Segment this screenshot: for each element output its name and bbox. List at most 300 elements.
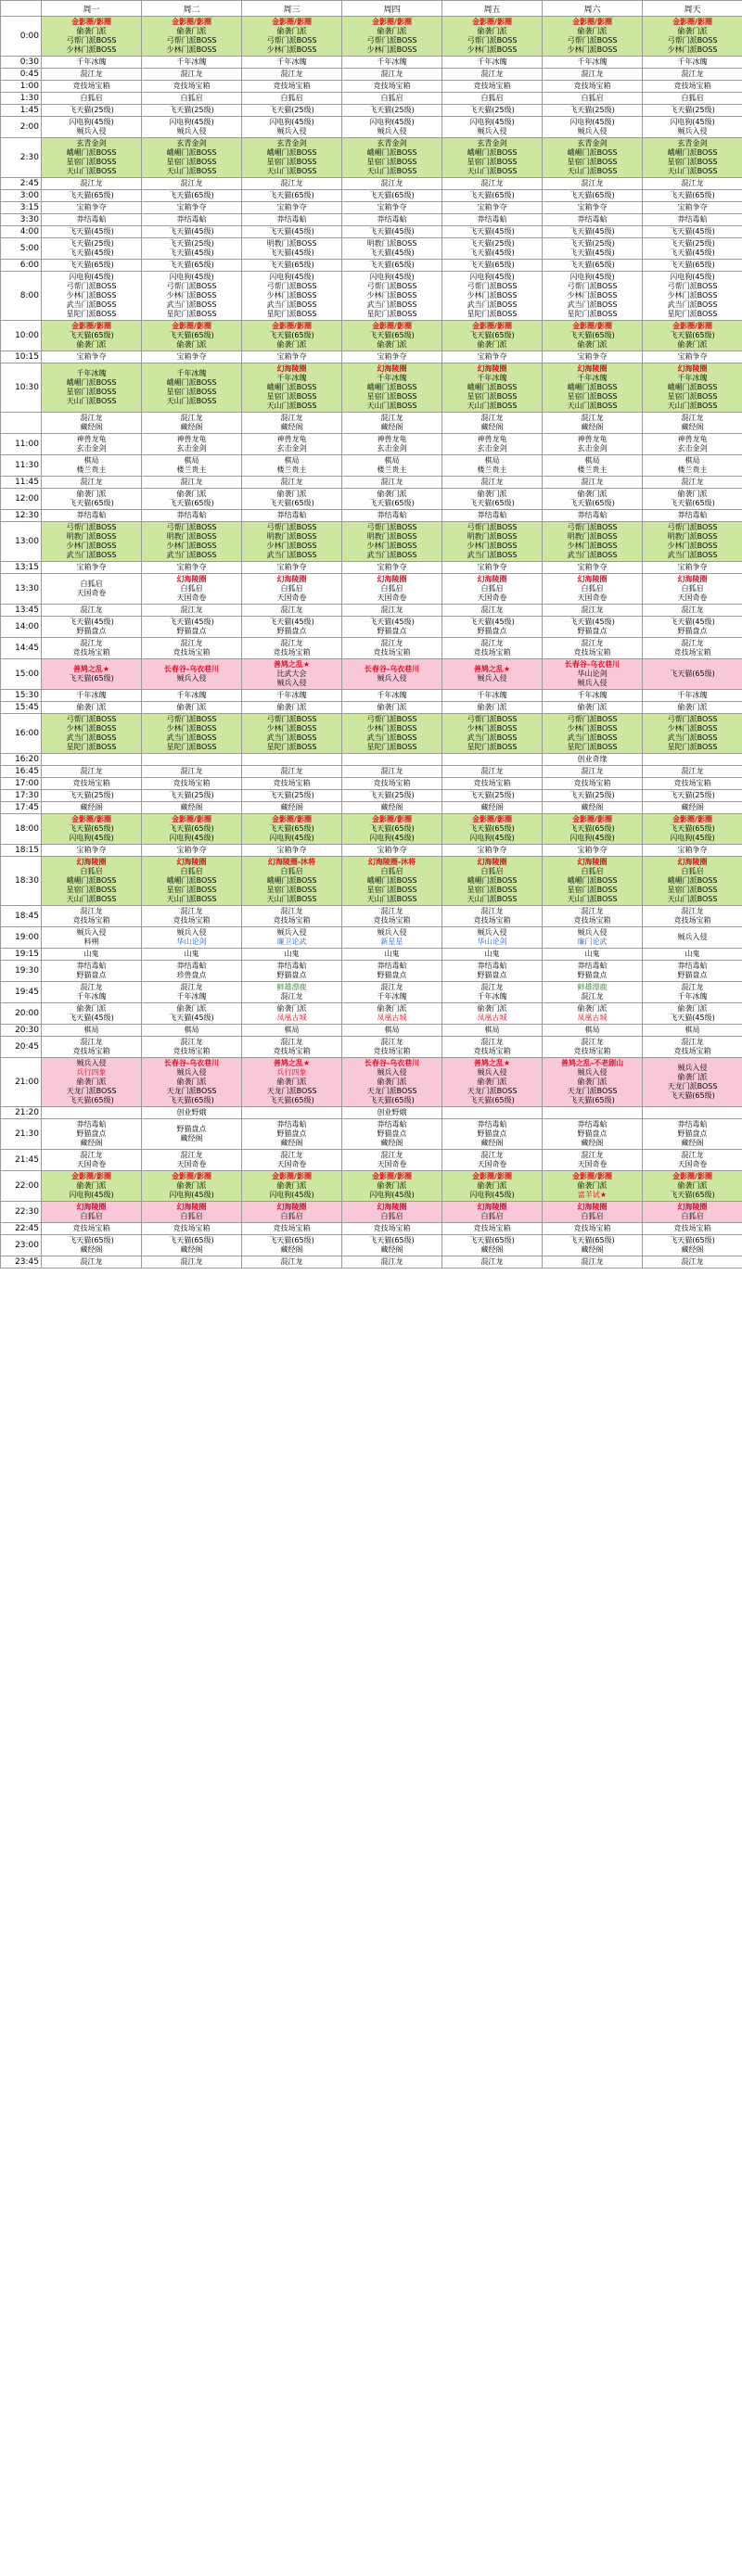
event-cell bbox=[242, 17, 342, 57]
event-entry: 宝箱争夺 bbox=[677, 563, 708, 571]
event-cell bbox=[42, 802, 142, 814]
event-entry: 野猫盘点 bbox=[477, 1129, 507, 1138]
event-cell bbox=[442, 802, 543, 814]
event-entry: 藏经阁 bbox=[581, 423, 604, 431]
event-cell bbox=[242, 93, 342, 105]
event-cell bbox=[342, 178, 442, 190]
event-cell bbox=[442, 93, 543, 105]
time-label: 19:15 bbox=[1, 949, 42, 961]
event-entry: 贼兵入侵 bbox=[176, 127, 207, 135]
event-entry: 莽结毒蛤 bbox=[477, 215, 507, 223]
event-entry: 偷袭门派 bbox=[176, 490, 207, 498]
event-cell bbox=[442, 754, 543, 766]
event-entry: 野猫盘点 bbox=[477, 627, 507, 635]
event-entry: 飞天猫(65级) bbox=[169, 331, 214, 339]
event-entry: 山鬼 bbox=[384, 950, 400, 958]
event-entry: 飞天猫(65级) bbox=[670, 499, 715, 507]
time-label: 0:00 bbox=[1, 17, 42, 57]
event-entry: 莽结毒蛤 bbox=[677, 962, 708, 970]
event-entry: 贼兵入侵 bbox=[477, 1068, 507, 1077]
event-entry: 幻海陵圈 bbox=[477, 575, 507, 583]
event-entry: 飞天猫(65级) bbox=[670, 261, 715, 269]
event-entry: 飞天猫(65级) bbox=[670, 191, 715, 199]
event-cell bbox=[242, 690, 342, 702]
event-cell bbox=[42, 178, 142, 190]
event-cell bbox=[242, 778, 342, 790]
event-entry: 峨嵋门派BOSS bbox=[266, 148, 317, 157]
event-cell bbox=[242, 1202, 342, 1223]
event-entry: 少林门派BOSS bbox=[66, 291, 117, 300]
schedule-table bbox=[0, 0, 742, 1269]
event-cell bbox=[242, 906, 342, 927]
event-entry: 宝箱争夺 bbox=[577, 846, 608, 854]
event-entry: 玄青金剑 bbox=[477, 139, 507, 147]
event-entry: 竞技场宝箱 bbox=[673, 779, 711, 787]
event-entry: 藏经阁 bbox=[80, 803, 103, 811]
schedule-row bbox=[1, 178, 742, 190]
event-cell bbox=[543, 272, 643, 321]
event-entry: 凤凰古城 bbox=[477, 1014, 507, 1022]
event-cell bbox=[242, 982, 342, 1003]
time-label: 10:00 bbox=[1, 321, 42, 351]
event-entry: 混江龙 bbox=[480, 767, 504, 775]
event-entry: 金影圈/影圈 bbox=[272, 1172, 312, 1180]
event-entry: 少林门派BOSS bbox=[266, 45, 317, 54]
event-cell bbox=[342, 949, 442, 961]
event-entry: 弓帮门派BOSS bbox=[166, 523, 217, 531]
event-cell bbox=[42, 754, 142, 766]
event-entry: 闪电狗(45级) bbox=[69, 118, 114, 126]
event-cell bbox=[242, 434, 342, 455]
event-cell bbox=[442, 138, 543, 178]
event-cell bbox=[442, 961, 543, 982]
event-entry: 飞天猫(65级) bbox=[569, 191, 615, 199]
event-entry: 飞天猫(45级) bbox=[169, 249, 214, 257]
event-cell bbox=[643, 138, 742, 178]
schedule-row bbox=[1, 69, 742, 81]
event-entry: 贼兵入侵 bbox=[377, 1068, 407, 1077]
event-entry: 野猫盘点 bbox=[377, 971, 407, 979]
schedule-row bbox=[1, 363, 742, 413]
day-header-1: 周一 bbox=[42, 1, 142, 17]
schedule-row bbox=[1, 982, 742, 1003]
event-entry: 千年冰魄 bbox=[477, 57, 507, 66]
event-entry: 少林门派BOSS bbox=[266, 724, 317, 733]
event-cell bbox=[543, 1256, 643, 1269]
event-cell bbox=[442, 949, 543, 961]
event-entry: 长春谷-乌衣巷川 bbox=[564, 660, 620, 669]
event-entry: 藏经阁 bbox=[581, 1245, 604, 1254]
time-label: 10:30 bbox=[1, 363, 42, 413]
event-entry: 飞天猫(65级) bbox=[369, 331, 415, 339]
event-cell bbox=[643, 1119, 742, 1150]
day-header-3: 周三 bbox=[242, 1, 342, 17]
event-cell bbox=[543, 845, 643, 857]
event-entry: 飞天猫(65级) bbox=[69, 191, 114, 199]
event-entry: 偷袭门派 bbox=[377, 1181, 407, 1190]
event-entry: 竞技场宝箱 bbox=[473, 1224, 511, 1232]
event-entry: 白狐启 bbox=[480, 867, 504, 875]
event-cell bbox=[142, 1256, 242, 1269]
event-cell bbox=[643, 413, 742, 434]
event-cell bbox=[342, 138, 442, 178]
day-header-6: 周六 bbox=[543, 1, 643, 17]
event-cell bbox=[242, 272, 342, 321]
event-entry: 白狐启 bbox=[280, 94, 303, 102]
schedule-row bbox=[1, 574, 742, 605]
event-entry: 白狐启 bbox=[280, 1212, 303, 1220]
event-cell bbox=[643, 202, 742, 214]
event-entry: 飞天猫(65级) bbox=[69, 824, 114, 833]
event-entry: 飞天猫(65级) bbox=[169, 261, 214, 269]
event-entry: 混江龙 bbox=[280, 606, 303, 614]
event-entry: 星陀门派BOSS bbox=[467, 310, 518, 318]
event-entry: 天国奇卷 bbox=[577, 593, 608, 602]
event-cell bbox=[543, 1107, 643, 1119]
event-entry: 千年冰魄 bbox=[577, 374, 608, 382]
event-entry: 星宿门派BOSS bbox=[66, 158, 117, 166]
event-entry: 金影圈/影圈 bbox=[172, 18, 211, 26]
event-entry: 混江龙 bbox=[681, 70, 704, 78]
event-entry: 混江龙 bbox=[581, 639, 604, 647]
event-entry: 廉门论武 bbox=[577, 937, 608, 946]
event-entry: 莽结毒蛤 bbox=[176, 511, 207, 519]
event-cell bbox=[543, 477, 643, 489]
event-entry: 莽结毒蛤 bbox=[677, 1120, 708, 1129]
event-cell bbox=[142, 238, 242, 260]
event-cell bbox=[442, 202, 543, 214]
schedule-row bbox=[1, 214, 742, 226]
event-cell bbox=[42, 1025, 142, 1037]
event-cell bbox=[42, 857, 142, 906]
event-entry: 千年冰魄 bbox=[577, 691, 608, 699]
event-cell bbox=[42, 434, 142, 455]
event-entry: 混江龙 bbox=[180, 414, 203, 422]
event-entry: 闪电狗(45级) bbox=[169, 273, 214, 281]
event-entry: 幻海陵圈 bbox=[377, 364, 407, 373]
event-cell bbox=[142, 638, 242, 659]
event-entry: 藏经阁 bbox=[180, 1134, 203, 1142]
event-cell bbox=[643, 321, 742, 351]
event-entry: 明教门派BOSS bbox=[366, 532, 417, 541]
event-entry: 藏经阁 bbox=[380, 423, 403, 431]
event-entry: 千年冰魄 bbox=[377, 992, 407, 1001]
event-entry: 弓帮门派BOSS bbox=[366, 36, 417, 45]
event-cell bbox=[643, 790, 742, 802]
event-entry: 贼兵入侵 bbox=[577, 127, 608, 135]
event-cell bbox=[42, 778, 142, 790]
event-entry: 飞天猫(65级) bbox=[469, 499, 515, 507]
schedule-row bbox=[1, 1171, 742, 1202]
time-label: 1:30 bbox=[1, 93, 42, 105]
event-entry: 莽结毒蛤 bbox=[577, 1120, 608, 1129]
event-entry: 金影圈/影圈 bbox=[71, 1172, 111, 1180]
event-entry: 混江龙 bbox=[280, 1038, 303, 1046]
schedule-row bbox=[1, 138, 742, 178]
event-entry: 玄青金剑 bbox=[76, 139, 107, 147]
event-cell bbox=[643, 238, 742, 260]
event-cell bbox=[142, 81, 242, 93]
event-cell bbox=[643, 81, 742, 93]
event-entry: 飞天猫(45级) bbox=[670, 618, 715, 626]
event-entry: 珍兽盘点 bbox=[176, 971, 207, 979]
event-entry: 白狐启 bbox=[581, 584, 604, 593]
event-entry: 峨嵋门派BOSS bbox=[667, 876, 718, 885]
event-entry: 天龙门派BOSS bbox=[366, 1087, 417, 1095]
time-label: 21:00 bbox=[1, 1058, 42, 1107]
event-entry: 偷袭门派 bbox=[677, 703, 708, 711]
event-cell bbox=[342, 754, 442, 766]
event-cell bbox=[342, 1256, 442, 1269]
schedule-row bbox=[1, 778, 742, 790]
event-entry: 飞天猫(65级) bbox=[670, 1236, 715, 1244]
event-entry: 少林门派BOSS bbox=[66, 45, 117, 54]
event-entry: 飞天猫(25级) bbox=[169, 239, 214, 248]
event-cell bbox=[42, 982, 142, 1003]
event-entry: 弓帮门派BOSS bbox=[166, 36, 217, 45]
event-cell bbox=[142, 260, 242, 272]
event-cell bbox=[342, 638, 442, 659]
event-entry: 混江龙 bbox=[480, 907, 504, 915]
event-entry: 天山门派BOSS bbox=[266, 167, 317, 175]
event-entry: 峨嵋门派BOSS bbox=[166, 378, 217, 387]
event-entry: 竞技场宝箱 bbox=[373, 1047, 411, 1055]
event-cell bbox=[342, 69, 442, 81]
event-cell bbox=[42, 702, 142, 714]
event-entry: 飞天猫(45级) bbox=[69, 227, 114, 236]
event-cell bbox=[42, 1202, 142, 1223]
event-entry: 幻海陵圈 bbox=[677, 1203, 708, 1211]
event-entry: 少林门派BOSS bbox=[266, 291, 317, 300]
event-cell bbox=[142, 1119, 242, 1150]
event-entry: 明教门派BOSS bbox=[266, 239, 317, 248]
event-entry: 偷袭门派 bbox=[477, 703, 507, 711]
event-entry: 偷袭门派 bbox=[377, 340, 407, 349]
time-label: 17:45 bbox=[1, 802, 42, 814]
event-entry: 偷袭门派 bbox=[76, 490, 107, 498]
event-entry: 飞天猫(25级) bbox=[569, 106, 615, 114]
event-cell bbox=[142, 69, 242, 81]
event-entry: 千年冰魄 bbox=[176, 369, 207, 377]
event-cell bbox=[543, 93, 643, 105]
event-entry: 竞技场宝箱 bbox=[373, 779, 411, 787]
event-cell bbox=[42, 226, 142, 238]
event-entry: 白狐启 bbox=[280, 584, 303, 593]
event-entry: 千年冰魄 bbox=[377, 57, 407, 66]
event-entry: 弓帮门派BOSS bbox=[66, 715, 117, 723]
event-cell bbox=[543, 363, 643, 413]
event-cell bbox=[142, 906, 242, 927]
time-label: 17:30 bbox=[1, 790, 42, 802]
event-entry: 金影圈/影圈 bbox=[572, 815, 612, 823]
schedule-row bbox=[1, 238, 742, 260]
event-entry: 玄击金剑 bbox=[577, 444, 608, 453]
time-label: 1:00 bbox=[1, 81, 42, 93]
event-entry: 藏经阁 bbox=[681, 1139, 704, 1147]
event-entry: 峨嵋门派BOSS bbox=[667, 148, 718, 157]
table-body bbox=[1, 17, 742, 1269]
schedule-row bbox=[1, 1150, 742, 1171]
schedule-row bbox=[1, 510, 742, 522]
event-entry: 少林门派BOSS bbox=[467, 724, 518, 733]
event-entry: 千年冰魄 bbox=[276, 374, 307, 382]
event-cell bbox=[42, 260, 142, 272]
event-cell bbox=[42, 814, 142, 845]
event-entry: 偷袭门派 bbox=[176, 703, 207, 711]
event-entry: 野猫盘点 bbox=[276, 971, 307, 979]
event-cell bbox=[342, 260, 442, 272]
event-cell bbox=[342, 510, 442, 522]
schedule-row bbox=[1, 1058, 742, 1107]
event-entry: 闪电狗(45级) bbox=[169, 118, 214, 126]
event-cell bbox=[242, 455, 342, 477]
time-label: 21:30 bbox=[1, 1119, 42, 1150]
time-label: 17:00 bbox=[1, 778, 42, 790]
event-entry: 神兽龙龟 bbox=[176, 435, 207, 443]
event-cell bbox=[342, 477, 442, 489]
event-entry: 宝箱争夺 bbox=[176, 846, 207, 854]
event-entry: 宝箱争夺 bbox=[377, 352, 407, 361]
event-entry: 飞天猫(65级) bbox=[369, 824, 415, 833]
event-entry: 竞技场宝箱 bbox=[673, 1224, 711, 1232]
event-entry: 藏经阁 bbox=[681, 423, 704, 431]
event-entry: 飞天猫(45级) bbox=[670, 249, 715, 257]
event-cell bbox=[442, 522, 543, 562]
event-entry: 金影圈/影圈 bbox=[272, 322, 312, 330]
event-cell bbox=[142, 1235, 242, 1256]
event-entry: 飞天猫(65级) bbox=[269, 1236, 314, 1244]
event-cell bbox=[643, 105, 742, 117]
event-entry: 天国奇卷 bbox=[176, 1160, 207, 1168]
event-entry: 明教门派BOSS bbox=[366, 239, 417, 248]
event-entry: 飞天猫(45级) bbox=[69, 618, 114, 626]
event-entry: 飞天猫(25级) bbox=[469, 791, 515, 799]
time-label: 3:00 bbox=[1, 190, 42, 202]
event-cell bbox=[142, 982, 242, 1003]
event-entry: 天山门派BOSS bbox=[266, 895, 317, 903]
event-entry: 飞天猫(45级) bbox=[169, 227, 214, 236]
event-cell bbox=[142, 814, 242, 845]
event-entry: 飞天猫(45级) bbox=[569, 249, 615, 257]
event-entry: 闪电狗(45级) bbox=[670, 118, 715, 126]
event-cell bbox=[242, 714, 342, 754]
event-cell bbox=[442, 714, 543, 754]
event-entry: 竞技场宝箱 bbox=[373, 916, 411, 925]
event-entry: 偷袭门派 bbox=[677, 490, 708, 498]
event-entry: 贼兵入侵 bbox=[677, 933, 708, 941]
event-entry: 野猫盘点 bbox=[76, 971, 107, 979]
event-entry: 藏经阁 bbox=[581, 803, 604, 811]
event-entry: 竞技场宝箱 bbox=[473, 648, 511, 657]
event-entry: 武当门派BOSS bbox=[467, 733, 518, 742]
event-cell bbox=[643, 814, 742, 845]
event-entry: 飞天猫(65级) bbox=[469, 1096, 515, 1104]
event-cell bbox=[242, 321, 342, 351]
event-cell bbox=[342, 814, 442, 845]
event-cell bbox=[42, 214, 142, 226]
event-entry: 弓帮门派BOSS bbox=[567, 715, 618, 723]
event-entry: 飞天猫(65级) bbox=[369, 191, 415, 199]
event-entry: 白狐启 bbox=[681, 1212, 704, 1220]
event-entry: 贼兵入侵 bbox=[176, 928, 207, 937]
event-entry: 飞天猫(45级) bbox=[169, 618, 214, 626]
event-entry: 宝箱争夺 bbox=[677, 203, 708, 211]
event-cell bbox=[342, 202, 442, 214]
event-entry: 少林门派BOSS bbox=[467, 45, 518, 54]
event-entry: 飞天猫(65级) bbox=[569, 1096, 615, 1104]
event-entry: 贼兵入侵 bbox=[577, 679, 608, 687]
event-entry: 千年冰魄 bbox=[677, 691, 708, 699]
event-entry: 竞技场宝箱 bbox=[173, 648, 211, 657]
event-entry: 星陀门派BOSS bbox=[66, 743, 117, 751]
event-cell bbox=[142, 214, 242, 226]
event-entry: 峨嵋门派BOSS bbox=[667, 383, 718, 391]
event-entry: 偷袭门派 bbox=[477, 340, 507, 349]
event-entry: 白狐启 bbox=[681, 584, 704, 593]
schedule-row bbox=[1, 434, 742, 455]
event-entry: 星陀门派BOSS bbox=[266, 310, 317, 318]
event-cell bbox=[543, 814, 643, 845]
event-entry: 星宿门派BOSS bbox=[467, 158, 518, 166]
event-entry: 莽结毒蛤 bbox=[276, 1120, 307, 1129]
event-cell bbox=[142, 714, 242, 754]
event-entry: 峨嵋门派BOSS bbox=[266, 383, 317, 391]
event-entry: 飞天猫(25级) bbox=[169, 791, 214, 799]
event-cell bbox=[442, 617, 543, 638]
event-cell bbox=[142, 105, 242, 117]
schedule-row bbox=[1, 93, 742, 105]
event-entry: 白狐启 bbox=[380, 94, 403, 102]
event-cell bbox=[342, 605, 442, 617]
event-cell bbox=[442, 927, 543, 949]
event-entry: 莽结毒蛤 bbox=[677, 215, 708, 223]
event-cell bbox=[142, 1202, 242, 1223]
event-cell bbox=[342, 562, 442, 574]
event-entry: 混江龙 bbox=[80, 414, 103, 422]
event-cell bbox=[342, 690, 442, 702]
event-entry: 幻海陵圈 bbox=[477, 858, 507, 866]
event-entry: 星宿门派BOSS bbox=[66, 886, 117, 894]
event-cell bbox=[342, 845, 442, 857]
event-entry: 天龙门派BOSS bbox=[266, 1087, 317, 1095]
event-cell bbox=[142, 178, 242, 190]
schedule-row bbox=[1, 1202, 742, 1223]
event-entry: 白狐启 bbox=[480, 1212, 504, 1220]
event-entry: 竞技场宝箱 bbox=[473, 916, 511, 925]
event-entry: 飞天猫(45级) bbox=[369, 618, 415, 626]
event-entry: 混江龙 bbox=[380, 767, 403, 775]
event-entry: 偷袭门派 bbox=[76, 1181, 107, 1190]
event-cell bbox=[342, 1223, 442, 1235]
event-cell bbox=[543, 961, 643, 982]
event-entry: 弓帮门派BOSS bbox=[467, 523, 518, 531]
event-cell bbox=[643, 1150, 742, 1171]
event-entry: 武当门派BOSS bbox=[567, 300, 618, 309]
event-cell bbox=[42, 1150, 142, 1171]
event-entry: 弓帮门派BOSS bbox=[667, 36, 718, 45]
event-cell bbox=[342, 1003, 442, 1025]
event-entry: 偷袭门派 bbox=[477, 1078, 507, 1086]
event-entry: 天山门派BOSS bbox=[66, 167, 117, 175]
event-cell bbox=[643, 57, 742, 69]
time-label: 13:00 bbox=[1, 522, 42, 562]
event-cell bbox=[543, 69, 643, 81]
event-entry: 玄青金剑 bbox=[377, 139, 407, 147]
event-cell bbox=[42, 117, 142, 138]
event-entry: 混江龙 bbox=[681, 639, 704, 647]
event-entry: 混江龙 bbox=[380, 639, 403, 647]
event-entry: 竞技场宝箱 bbox=[273, 779, 311, 787]
